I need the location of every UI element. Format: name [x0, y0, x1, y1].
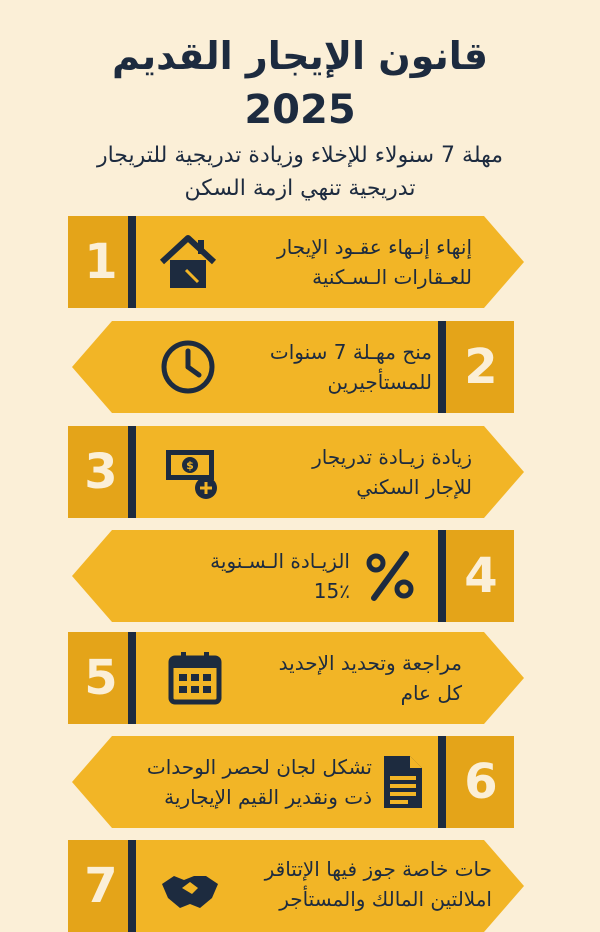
list-item-3	[0, 426, 600, 518]
clock-icon	[158, 337, 218, 397]
item-text	[150, 530, 350, 622]
item-number: 6	[464, 754, 498, 810]
svg-text:$: $	[186, 459, 194, 472]
handshake-icon	[160, 858, 220, 918]
list-item-2	[0, 321, 600, 413]
item-number: 5	[84, 650, 118, 706]
item-number: 4	[464, 548, 498, 604]
calendar-icon	[165, 648, 225, 708]
item-line-1: زيادة زيـادة تدريجار	[312, 445, 472, 469]
document-icon	[372, 752, 432, 812]
item-text	[232, 840, 492, 932]
item-line-1: إنهاء إنـهاء عقـود الإيجار	[277, 235, 472, 259]
page-title: قانون الإيجار القديم	[112, 34, 488, 78]
item-line-1: منح مهـلة 7 سنوات	[269, 340, 432, 364]
item-number: 1	[84, 234, 118, 290]
item-line-2: املالتين المالك والمستأجر	[279, 887, 492, 911]
house-icon	[158, 232, 218, 292]
subtitle-line-2: تدريجية تنهي ازمة السكن	[184, 176, 416, 201]
item-line-2: ذت ونقدير القيم الإيجارية	[164, 785, 372, 809]
list-item-7	[0, 840, 600, 932]
list-item-6	[0, 736, 600, 828]
item-line-1: تشكل لجان لحصر الوحدات	[146, 755, 372, 779]
item-text	[232, 321, 432, 413]
page-subtitle	[40, 139, 560, 205]
item-text	[232, 426, 472, 518]
list-item-1	[0, 216, 600, 308]
item-text	[126, 736, 372, 828]
item-number: 2	[464, 339, 498, 395]
item-line-1: حات خاصة جوز فيها الإتتاقر	[264, 857, 492, 881]
item-line-1: مراجعة وتحديد الإحديد	[278, 651, 462, 675]
list-item-5	[0, 632, 600, 724]
subtitle-line-1: مهلة 7 سنولاء للإخلاء وزيادة تدريجية للتريجار	[96, 143, 504, 168]
item-line-2: للإجار السكني	[356, 475, 472, 499]
item-text	[232, 632, 462, 724]
item-number: 3	[84, 444, 118, 500]
item-line-2: للعـقارات الـسـكنية	[312, 265, 472, 289]
page-title-year: 2025	[244, 87, 356, 133]
item-number: 7	[84, 858, 118, 914]
money-plus-icon	[160, 442, 220, 502]
item-line-2: كل عام	[400, 681, 462, 705]
item-line-2: للمستأجيرين	[327, 370, 432, 394]
list-item-4	[0, 530, 600, 622]
percent-icon	[360, 546, 420, 606]
item-text	[232, 216, 472, 308]
item-line-1: الزيـادة الـسـنوية	[210, 549, 350, 573]
item-line-2: 15٪	[313, 579, 350, 603]
